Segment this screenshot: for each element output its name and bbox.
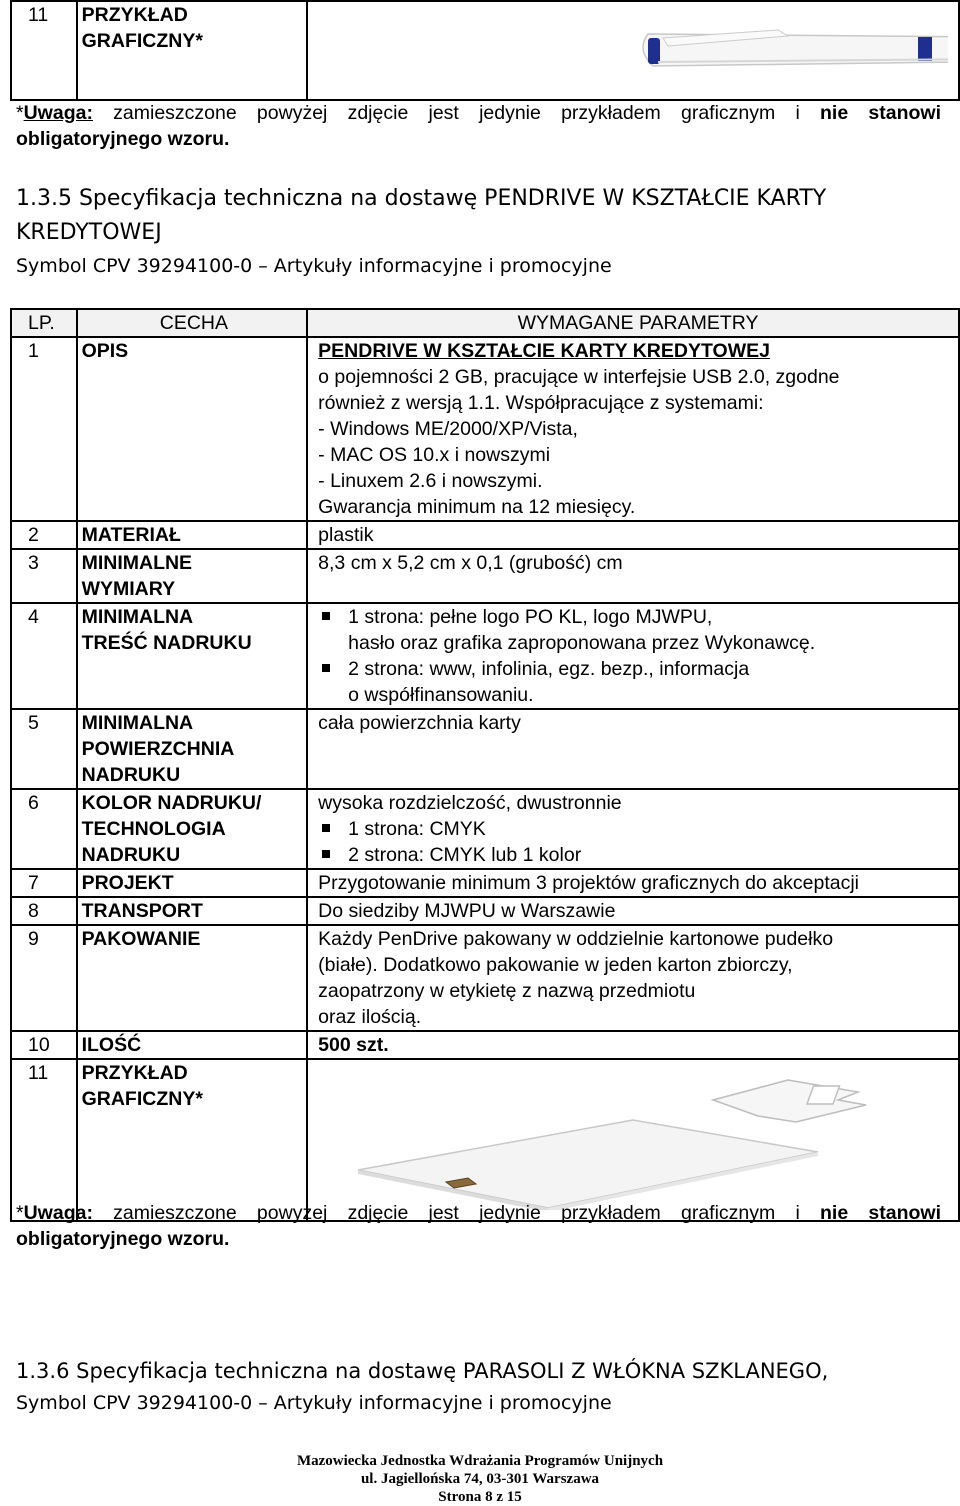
row-number: 5 bbox=[11, 709, 77, 789]
row-feature: PROJEKT bbox=[77, 869, 308, 897]
spec-table bbox=[10, 308, 960, 1222]
row-feature: ILOŚĆ bbox=[77, 1031, 308, 1059]
table-row bbox=[11, 789, 959, 869]
cpv-symbol: Symbol CPV 39294100-0 – Artykuły informacyjne i promocyjne bbox=[16, 1392, 612, 1414]
table-row bbox=[11, 925, 959, 1031]
disclaimer-note: *Uwaga: zamieszczone powyżej zdjęcie jest jedynie przykładem graficznym i nie stanowi obligatoryjnego wzoru. bbox=[16, 1202, 941, 1250]
top-table bbox=[10, 0, 960, 101]
pen-image-cell bbox=[307, 1, 959, 100]
table-header-row bbox=[11, 309, 959, 337]
row-feature: TRANSPORT bbox=[77, 897, 308, 925]
row-param: wysoka rozdzielczość, dwustronnie 1 strona: CMYK 2 strona: CMYK lub 1 kolor bbox=[307, 789, 959, 869]
row-feature: PAKOWANIE bbox=[77, 925, 308, 1031]
product-title: PENDRIVE W KSZTAŁCIE KARTY KREDYTOWEJ bbox=[318, 340, 770, 362]
header-params: WYMAGANE PARAMETRY bbox=[307, 309, 959, 337]
row-number: 11 bbox=[11, 1059, 77, 1221]
warning-label: Uwaga: bbox=[23, 1202, 93, 1224]
row-feature: MINIMALNA TREŚĆ NADRUKU bbox=[77, 603, 308, 709]
header-lp: LP. bbox=[11, 309, 77, 337]
row-param bbox=[307, 603, 959, 709]
footer-organization: Mazowiecka Jednostka Wdrażania Programów Unijnych bbox=[296, 1453, 664, 1469]
row-feature: KOLOR NADRUKU/ TECHNOLOGIA NADRUKU bbox=[77, 789, 308, 869]
row-number: 2 bbox=[11, 521, 77, 549]
disclaimer-note: *Uwaga: zamieszczone powyżej zdjęcie jest jedynie przykładem graficznym i nie stanowi obligatoryjnego wzoru. bbox=[16, 102, 941, 150]
list-item: 1 strona: CMYK bbox=[318, 816, 958, 842]
row-number: 1 bbox=[11, 337, 77, 521]
table-row bbox=[11, 1031, 959, 1059]
row-param: Przygotowanie minimum 3 projektów graficznych do akceptacji bbox=[307, 869, 959, 897]
row-number: 9 bbox=[11, 925, 77, 1031]
table-row bbox=[11, 1059, 959, 1221]
row-number: 10 bbox=[11, 1031, 77, 1059]
table-row bbox=[11, 897, 959, 925]
row-feature: OPIS bbox=[77, 337, 308, 521]
row-feature: PRZYKŁAD GRAFICZNY* bbox=[77, 1059, 308, 1221]
usb-card-illustration-image bbox=[318, 1060, 948, 1210]
table-row bbox=[11, 603, 959, 709]
print-content-list bbox=[318, 604, 958, 708]
color-list bbox=[318, 816, 958, 868]
table-row bbox=[11, 337, 959, 521]
header-cecha: CECHA bbox=[77, 309, 308, 337]
section-title-135: 1.3.5 Specyfikacja techniczna na dostawę PENDRIVE W KSZTAŁCIE KARTY KREDYTOWEJ bbox=[16, 186, 827, 245]
row-feature: MINIMALNE WYMIARY bbox=[77, 549, 308, 603]
row-param: cała powierzchnia karty bbox=[307, 709, 959, 789]
list-item: 1 strona: pełne logo PO KL, logo MJWPU, hasło oraz grafika zaproponowana przez Wykonawcę. bbox=[318, 604, 958, 656]
section-title-136: 1.3.6 Specyfikacja techniczna na dostawę PARASOLI Z WŁÓKNA SZKLANEGO, bbox=[16, 1359, 829, 1383]
table-row bbox=[11, 869, 959, 897]
row-number: 6 bbox=[11, 789, 77, 869]
warning-label: Uwaga: bbox=[23, 102, 93, 124]
cpv-symbol: Symbol CPV 39294100-0 – Artykuły informacyjne i promocyjne bbox=[16, 255, 612, 277]
row-number: 3 bbox=[11, 549, 77, 603]
row-param: 500 szt. bbox=[307, 1031, 959, 1059]
row-feature: PRZYKŁAD GRAFICZNY* bbox=[77, 1, 308, 100]
table-row bbox=[11, 1, 959, 100]
table-row bbox=[11, 521, 959, 549]
list-item: 2 strona: CMYK lub 1 kolor bbox=[318, 842, 958, 868]
page-number: Strona 8 z 15 bbox=[438, 1489, 522, 1505]
row-param: Do siedziby MJWPU w Warszawie bbox=[307, 897, 959, 925]
usb-card-image-cell bbox=[307, 1059, 959, 1221]
page-footer bbox=[0, 1452, 960, 1506]
row-number: 7 bbox=[11, 869, 77, 897]
row-number: 8 bbox=[11, 897, 77, 925]
row-param: Każdy PenDrive pakowany w oddzielnie kartonowe pudełko (białe). Dodatkowo pakowanie w jeden karton zbiorczy, zaopatrzony w etykietę z nazwą przedmiotu oraz ilością. bbox=[307, 925, 959, 1031]
row-param: plastik bbox=[307, 521, 959, 549]
row-number: 11 bbox=[11, 1, 77, 100]
table-row bbox=[11, 709, 959, 789]
table-row bbox=[11, 549, 959, 603]
row-feature: MATERIAŁ bbox=[77, 521, 308, 549]
list-item: 2 strona: www, infolinia, egz. bezp., informacja o współfinansowaniu. bbox=[318, 656, 958, 708]
pen-illustration-image bbox=[318, 2, 948, 92]
footer-address: ul. Jagiellońska 74, 03-301 Warszawa bbox=[360, 1471, 600, 1487]
row-feature: MINIMALNA POWIERZCHNIA NADRUKU bbox=[77, 709, 308, 789]
row-param: PENDRIVE W KSZTAŁCIE KARTY KREDYTOWEJ o pojemności 2 GB, pracujące w interfejsie USB 2.0, zgodne również z wersją 1.1. Współpracujące z systemami: - Windows ME/2000/XP/Vista, - MAC OS 10.x i nowszymi - Linuxem 2.6 i nowszymi. Gwarancja minimum na 12 miesięcy. bbox=[307, 337, 959, 521]
row-number: 4 bbox=[11, 603, 77, 709]
row-param: 8,3 cm x 5,2 cm x 0,1 (grubość) cm bbox=[307, 549, 959, 603]
